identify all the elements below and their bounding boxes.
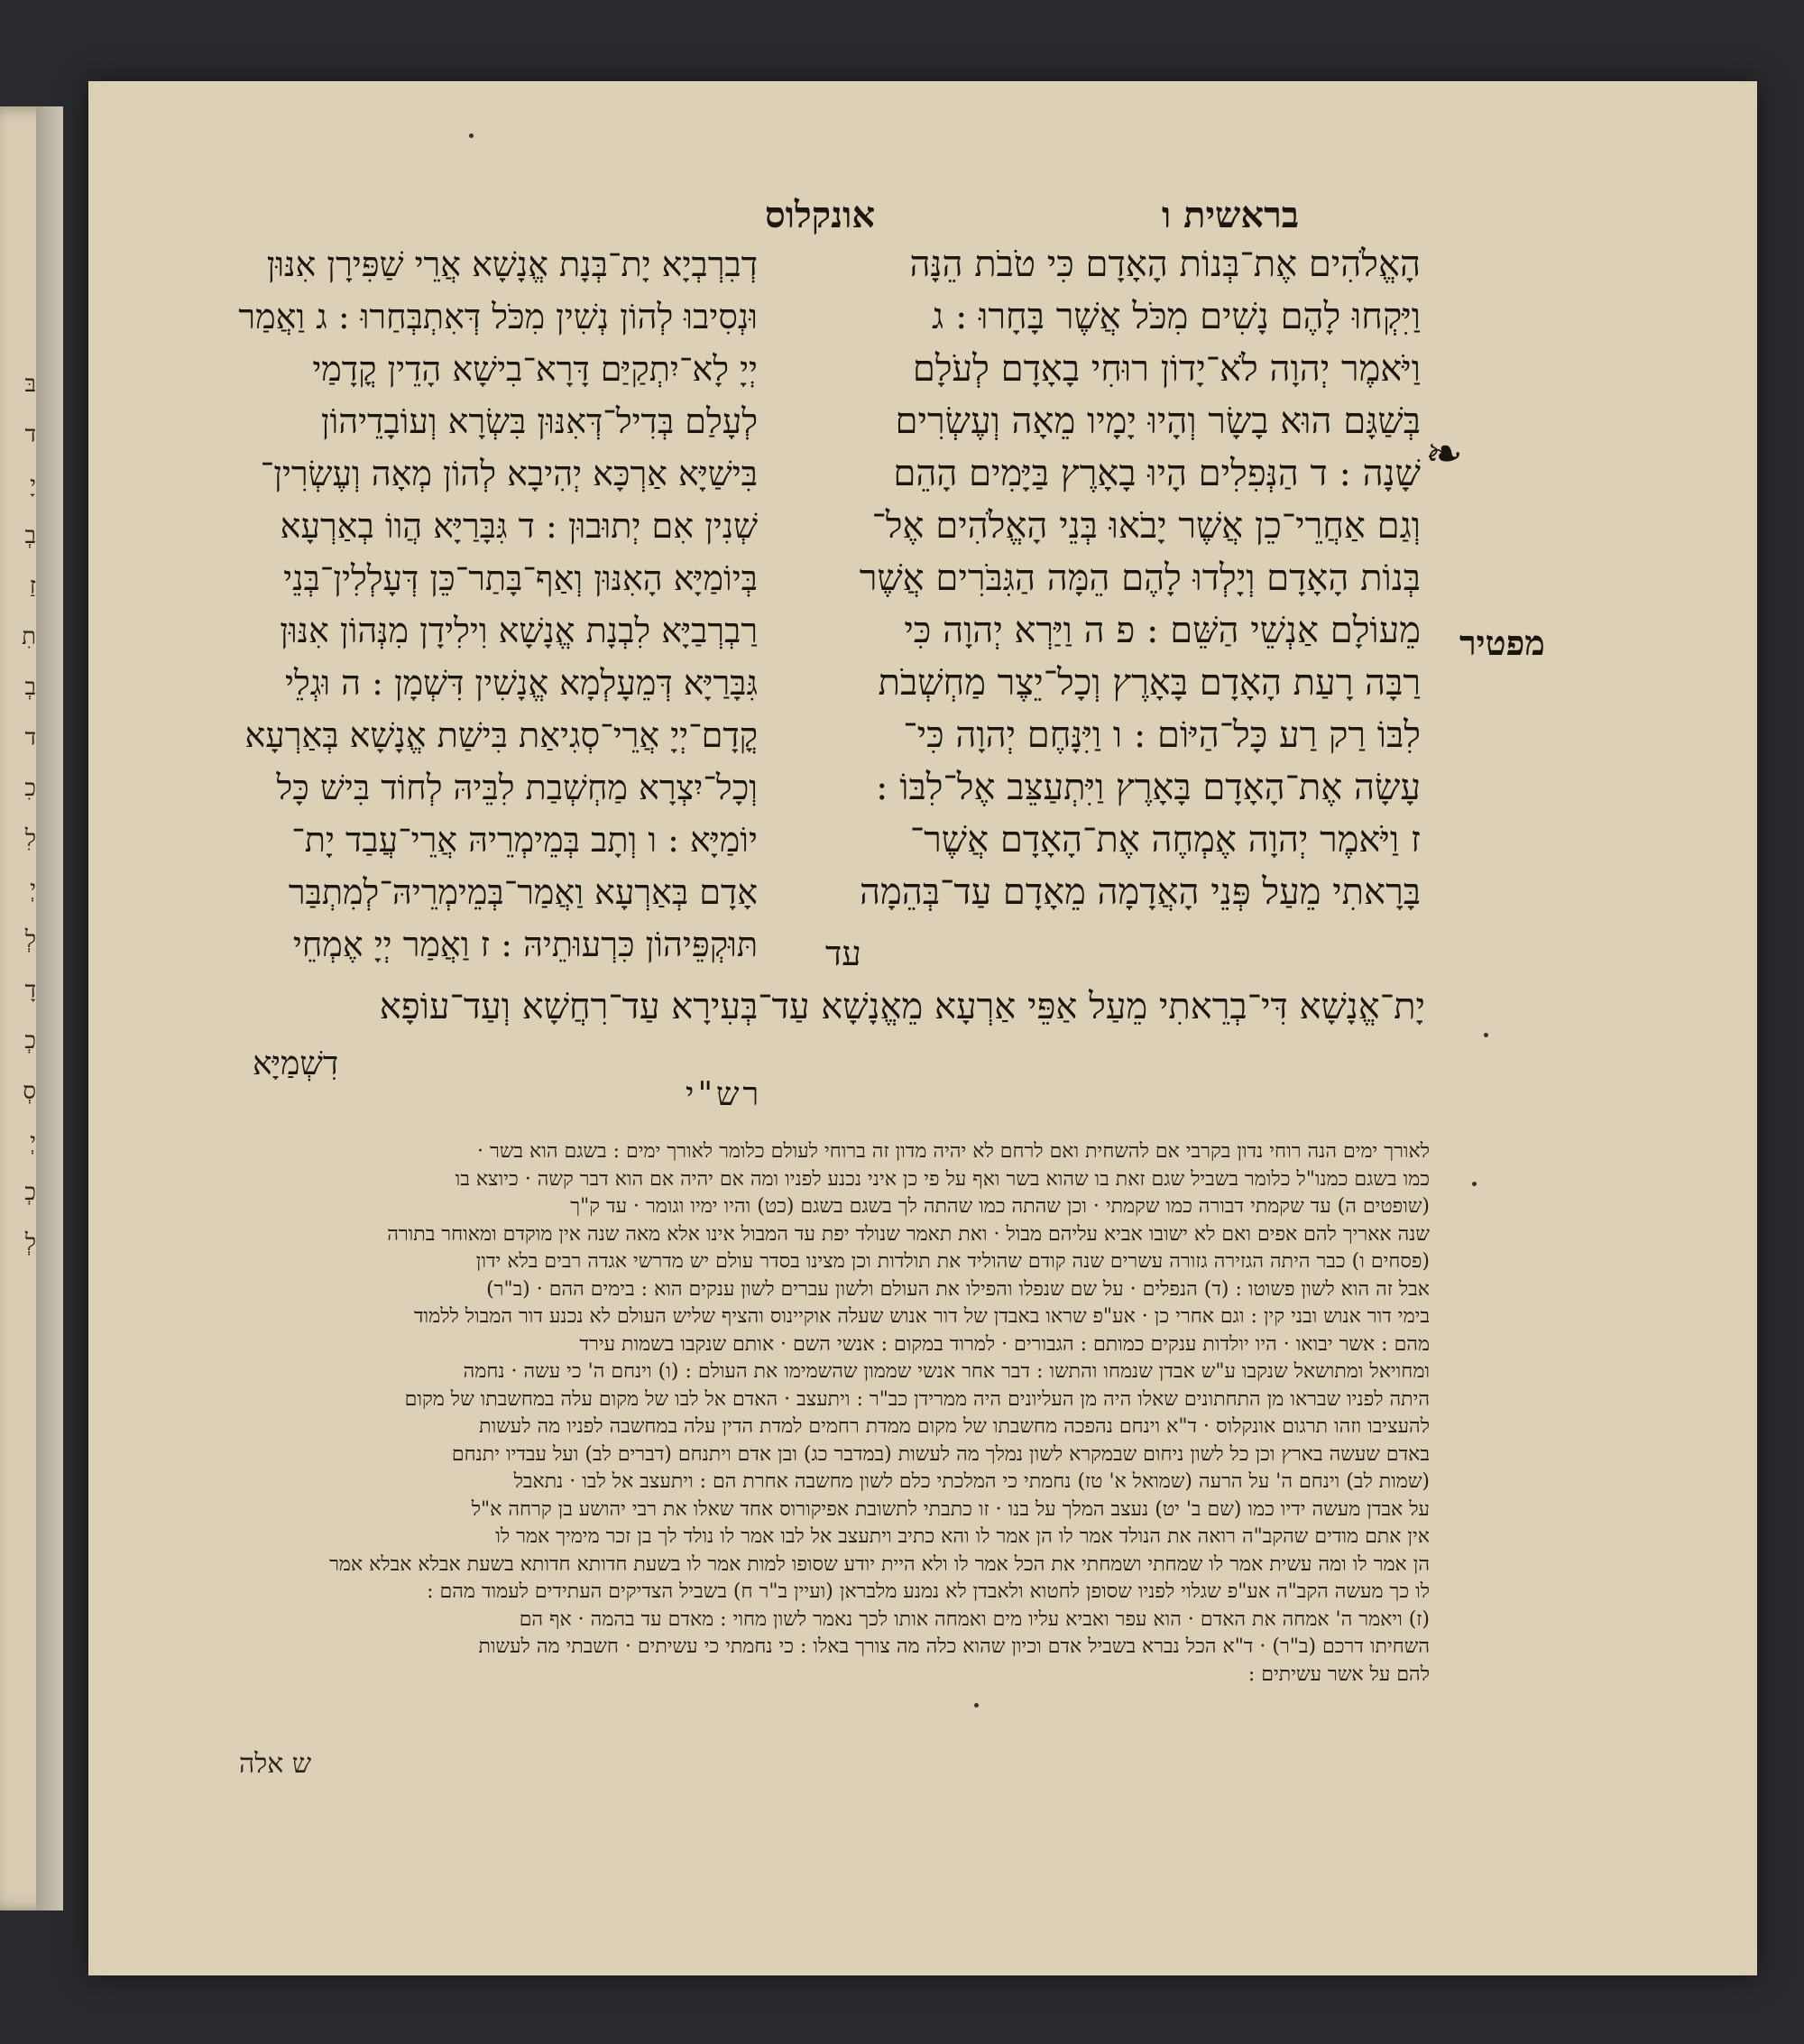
hebrew-text-line: מֵעוֹלָם אַנְשֵׁי הַשֵּׁם : פ ה וַיַּרְא יְהוָה כִּי: [904, 610, 1421, 651]
targum-text-line: בִּישַׁיָּא אַרְכָּא יְהִיבָא לְהוֹן מְאָה וְעֶשְׂרִין־: [260, 454, 758, 493]
rashi-text-line: מהם : אשר יבואו · היו יולדות ענקים כמותם : הגבורים · למרוד במקום : אנשי השם · אותם שנקבו בשמות עירד: [579, 1332, 1430, 1356]
hebrew-text-line: שָׁנָה : ד הַנְּפִלִים הָיוּ בָאָרֶץ בַּיָּמִים הָהֵם: [893, 453, 1421, 494]
facing-page-letter: יְ: [30, 1128, 36, 1156]
hebrew-text-line: וַיֹּאמֶר יְהוָה לֹא־יָדוֹן רוּחִי בָאָדָם לְעֹלָם: [912, 348, 1421, 390]
targum-text-line: גִּבָּרַיָּא דְּמֵעָלְמָא אֱנָשִׁין דִּשְׁמָן : ה וּגְלֵי: [285, 663, 758, 703]
facing-page-letter: כִ: [24, 775, 36, 802]
targum-text-line: בְּיוֹמַיָּא הָאִנּוּן וְאַף־בָּתַר־כֵּן דְּעָלְלִין־בְּנֵי: [283, 558, 758, 598]
rashi-text-line: שנה אאריך להם אפים ואם לא ישובו אביא עליהם מבול · ואת תאמר שנולד יפת עד המבול אינו אלא מאה שנה אין מוקדם ומאוחר בתורה: [387, 1222, 1430, 1246]
rashi-text-line: לו כך מעשה הקב"ה אע"פ שגלוי לפניו שסופן לחטוא ולאבדן לא נמנע מלבראן (ועיין ב"ר ח) בשביל הצדיקים העתידים לעמוד מהם :: [427, 1580, 1430, 1603]
facing-page-letter: זַ: [29, 573, 36, 600]
targum-continuation-line: יָת־אֱנָשָׁא דִּי־בְרֵאתִי מֵעַל אַפֵּי אַרְעָא מֵאֱנָשָׁא עַד־בְּעִירָא עַד־רִחֲשָׁא וְעַד־עוֹפָא: [379, 986, 1425, 1027]
rashi-heading: רש"י: [686, 1076, 763, 1113]
targum-text-line: שְׁנִין אִם יְתוּבוּן : ד גִּבָּרַיָּא הֲווֹ בְאַרְעָא: [280, 506, 758, 546]
rashi-text-line: השחיתו דרכם (ב"ר) · ד"א הכל נברא בשביל אדם וכיון שהוא כלה מה צורך באלו : כי נחמתי כי עשיתים · חשבתי מה לעשות: [478, 1635, 1430, 1658]
rashi-text-line: אבל זה הוא לשון פשוטו : (ד) הנפלים · על שם שנפלו והפילו את העולם ולשון עברים לשון ענקים הוא : בימים ההם · (ב"ר): [486, 1277, 1430, 1301]
hebrew-text-line: בְּשַׁגָּם הוּא בָשָׂר וְהָיוּ יָמָיו מֵאָה וְעֶשְׂרִים: [895, 401, 1421, 442]
hebrew-text-line: וַיִּקְחוּ לָהֶם נָשִׁים מִכֹּל אֲשֶׁר בָּחָרוּ : ג: [932, 296, 1421, 337]
hebrew-text-line: בְּנוֹת הָאָדָם וְיָלְדוּ לָהֶם הֵמָּה הַגִּבֹּרִים אֲשֶׁר: [859, 557, 1421, 599]
rashi-text-line: ומחויאל ומתושאל שנקבו ע"ש אבדן שנמחו והתשו : דבר אחר אנשי שממון שהשמימו את העולם : (ו) וינחם ה' כי עשה · נחמה: [463, 1360, 1430, 1383]
rashi-text-line: לאורך ימים הנה רוחי נדון בקרבי אם להשחית ואם לרחם לא יהיה מדון זה ברוחי לעולם כלומר לאורך ימים : בשגם הוא בשר ·: [477, 1140, 1430, 1163]
facing-page-letter: בּ: [24, 371, 36, 398]
hebrew-text-line: בָּרָאתִי מֵעַל פְּנֵי הָאֲדָמָה מֵאָדָם עַד־בְּהֵמָה: [860, 871, 1421, 913]
rashi-text-line: להעציבו וזהו תרגום אונקלוס · ד"א וינחם נהפכה מחשבתו של מקום ממדת רחמים למדת הדין עלה במחשבה לפניו מה לעשות: [479, 1415, 1430, 1438]
facing-page-letter: כְ: [24, 1027, 36, 1054]
rashi-text-line: כמו בשגם כמנו"ל כלומר בשביל שגם זאת בו שהוא בשר ואף על פי כן איני נכנע לפניו ומה אם יהיה אם הוא דבר קשה · כיוצא בו: [455, 1167, 1430, 1191]
signature-mark: ש אלה: [239, 1748, 312, 1780]
rashi-text-line: באדם שעשה בארץ וכן כל לשון ניחום שבמקרא לשון נמלך מה לעשות (במדבר כג) ובן אדם ויתנחם (דברים לב) ועל עבדיו יתנחם: [451, 1442, 1430, 1466]
rashi-text-line: (פסחים ו) כבר היתה הגזירה גזורה עשרים שנה קודם שהוליד את תולדות וכן מצינו בסדר עולם יש מדרשי אגדה רבים בלא ידון: [475, 1250, 1430, 1273]
hebrew-text-column: [785, 238, 1421, 918]
book-gutter: [36, 106, 63, 1910]
targum-text-line: וְכָל־יִצְרָא מַחְשְׁבַת לִבֵּיהּ לְחוֹד בִּישׁ כָּל: [276, 768, 758, 807]
hebrew-text-line: וְגַם אַחֲרֵי־כֵן אֲשֶׁר יָבֹאוּ בְּנֵי הָאֱלֹהִים אֶל־: [871, 505, 1421, 547]
margin-note-maftir: מפטיר: [1459, 622, 1545, 663]
targum-text-line: אָדָם בְּאַרְעָא וַאֲמַר־בְּמֵימְרֵיהּ־לְמִתְבַּר: [288, 872, 758, 912]
rashi-text-line: להם על אשר עשיתים :: [1247, 1662, 1430, 1686]
targum-text-line: יְיָ לָא־יִתְקַיַּם דָּרָא־בִישָׁא הָדֵין קֳדָמַי: [312, 349, 758, 389]
facing-page-letter: לְ: [24, 1229, 36, 1257]
facing-page-letter: בְ: [24, 674, 36, 701]
targum-text-line: יוֹמַיָּא : ו וְתָב בְּמֵימְרֵיהּ אֲרֵי־עֲבַד יָת־: [291, 820, 758, 860]
facing-page-letters: [0, 359, 36, 1268]
rashi-text-line: אין אתם מודים שהקב"ה רואה את הנולד אמר לו הן אמר לו והא כתיב ויתעצב אל לבו אמר לו נולד לך בן זכר מימיך אמר לו: [495, 1525, 1430, 1548]
hebrew-text-line: רַבָּה רָעַת הָאָדָם בָּאָרֶץ וְכָל־יֵצֶר מַחְשְׁבֹת: [878, 662, 1421, 704]
facing-page-letter: ד: [24, 421, 36, 448]
running-header-left: אונקלוס: [764, 194, 875, 236]
targum-text-line: קֳדָם־יְיָ אֲרֵי־סְגִיאַת בִּישַׁת אֱנָשָׁא בְּאַרְעָא: [244, 715, 758, 755]
hebrew-text-line: הָאֱלֹהִים אֶת־בְּנוֹת הָאָדָם כִּי טֹבֹת הֵנָּה: [909, 244, 1421, 285]
hebrew-text-line: ז וַיֹּאמֶר יְהוָה אֶמְחֶה אֶת־הָאָדָם אֲשֶׁר־: [909, 819, 1421, 861]
rashi-text-line: היתה לפניו שבראו מן התחתונים שאלו היה מן העליונים היה ממרידן כב"ר : ויתעצב · האדם אל לבו של מקום עלה במחשבתו של מקום: [404, 1387, 1430, 1411]
ink-dot: [1472, 1182, 1477, 1186]
targum-catchword: דִשְׁמַיָּא: [253, 1045, 339, 1082]
ink-dot: [974, 1703, 979, 1708]
targum-text-line: דְבִרְבְיָא יָת־בְּנָת אֱנָשָׁא אֲרֵי שַׁפִּירָן אִנּוּן: [266, 244, 758, 284]
margin-ornament: ❧: [1425, 428, 1463, 480]
targum-text-line: תּוּקְפֵּיהוֹן כִּרְעוּתֵיהּ : ז וַאֲמַר יְיָ אֶמְחֵי: [292, 925, 758, 964]
facing-page-letter: סְ: [23, 1078, 36, 1105]
rashi-commentary: [126, 1138, 1430, 1689]
targum-text-line: לְעָלַם בְּדִיל־דְּאִנּוּן בִּשְׂרָא וְעוֹבָדֵיהוֹן: [320, 401, 758, 441]
targum-text-line: רַבְרְבַיָּא לִבְנָת אֱנָשָׁא וִילִידָן מִנְּהוֹן אִנּוּן: [280, 611, 758, 650]
facing-page-letter: יָ: [30, 472, 36, 499]
facing-page-letter: לִ: [24, 825, 36, 852]
running-header-right: בראשית ו: [1162, 194, 1299, 236]
ink-dot: [1484, 1033, 1488, 1037]
rashi-text-line: הן אמר לו ומה עשית אמר לו שמחתי ושמחתי את הכל אמר לו ולא היית יודע שסופו למות אמר לו בשעת חדותא חדותא בשעת אבלא אבלא אמר: [329, 1552, 1430, 1576]
facing-page-edge: [0, 106, 63, 1910]
targum-text-line: וּנְסִיבוּ לְהוֹן נְשִׁין מִכֹּל דְּאִתְבְּחַרוּ : ג וַאֲמַר: [238, 297, 758, 336]
facing-page-letter: בְ: [24, 522, 36, 549]
ink-dot: [469, 134, 474, 138]
rashi-text-line: (שופטים ה) עד שקמתי דבורה כמו שקמתי · וכן שהתה כמו שהתה לך בשגם בשגם (כט) והיו ימיו וגומר · עד ק"ך: [570, 1195, 1430, 1218]
rashi-text-line: (שמות לב) וינחם ה' על הרעה (שמואל א' טז) נחמתי כי המלכתי כלם לשון מחשבה אחרת הם : ויתעצב אל לבו · נתאבל: [513, 1470, 1430, 1493]
facing-page-letter: ד: [24, 724, 36, 751]
facing-page-letter: לְ: [24, 926, 36, 953]
rashi-text-line: על אבדן מעשה ידיו כמו (שם ב' יט) נעצב המלך על בנו · זו כתבתי לתשובת אפיקורוס אחד שאלו את רבי יהושע בן קרחה א"ל: [471, 1497, 1430, 1521]
hebrew-text-line: עָשָׂה אֶת־הָאָדָם בָּאָרֶץ וַיִּתְעַצֵּב אֶל־לִבּוֹ :: [876, 767, 1421, 808]
rashi-text-line: (ז) ויאמר ה' אמחה את האדם · הוא עפר ואביא עליו מים ואמחה אותו לכך נאמר לשון מחוי : מאדם עד בהמה · אף הם: [519, 1607, 1430, 1631]
rashi-text-line: בימי דור אנוש ובני קין : וגם אחרי כן · אע"פ שראו באבדן של דור אנוש שעלה אוקיינוס והציף שליש העולם לא נכנע דור המבול ללמוד: [413, 1305, 1430, 1328]
facing-page-letter: תִ: [22, 623, 36, 650]
hebrew-catchword: עד: [825, 934, 861, 973]
facing-page-letter: כְ: [24, 1179, 36, 1206]
facing-page-letter: דָ: [24, 977, 36, 1004]
targum-text-column: [126, 238, 758, 971]
facing-page-letter: יְ: [30, 876, 36, 903]
hebrew-text-line: לִבּוֹ רַק רַע כָּל־הַיּוֹם : ו וַיִּנָּחֶם יְהוָה כִּי־: [903, 714, 1421, 756]
